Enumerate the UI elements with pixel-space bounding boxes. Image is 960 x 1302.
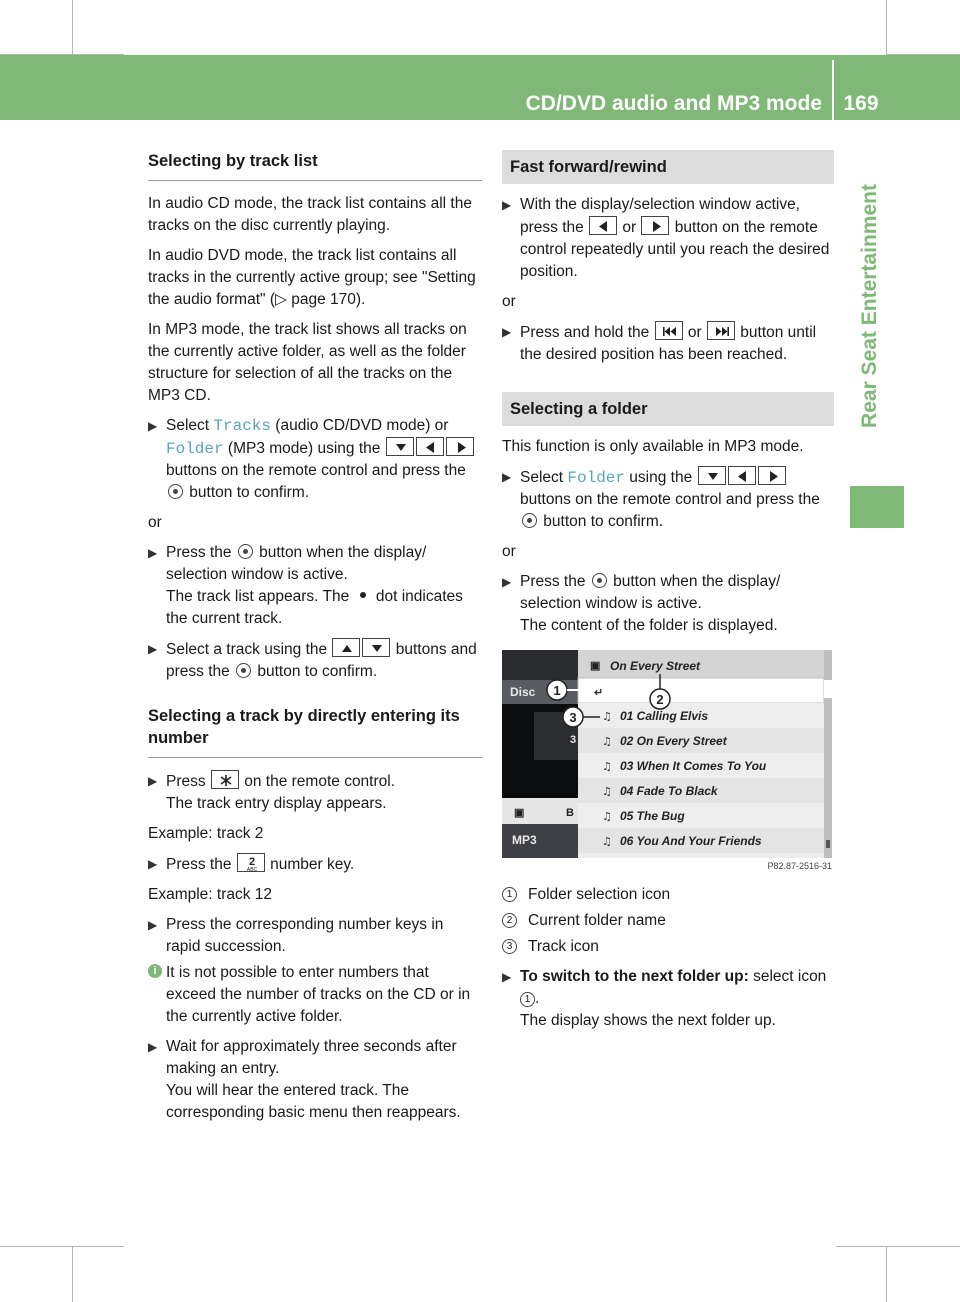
track-icon: ♫: [602, 710, 612, 723]
section-heading: Selecting by track list: [148, 150, 482, 181]
track-icon: ♫: [602, 810, 612, 823]
crop-mark: [886, 1246, 887, 1302]
instruction-step: ▶ Select a track using the buttons and press the button to confirm.: [148, 638, 482, 683]
current-folder-name: On Every Street: [610, 659, 701, 673]
track-title: 03 When It Comes To You: [620, 759, 767, 773]
step-arrow-icon: ▶: [148, 419, 158, 433]
right-key-icon: [758, 466, 786, 485]
svg-text:ABC: ABC: [246, 867, 257, 873]
folder-label: B: [566, 807, 574, 819]
left-key-icon: [728, 466, 756, 485]
paragraph: In MP3 mode, the track list shows all tracks on the currently active folder, as well as the folder structure for selection of all the tracks on the MP3 CD.: [148, 321, 467, 404]
left-column: [148, 150, 482, 1124]
side-chapter-text: Rear Seat Entertainment: [858, 184, 881, 428]
folder-selection-icon: ↵: [594, 687, 604, 699]
right-key-icon: [446, 437, 474, 456]
instruction-step: ▶ Press the 2 ABC number key.: [148, 853, 482, 876]
track-list: [578, 703, 824, 853]
left-key-icon: [416, 437, 444, 456]
step-arrow-icon: ▶: [148, 918, 158, 932]
or-text: or: [502, 543, 516, 560]
right-column: [502, 150, 834, 637]
paragraph: This function is only available in MP3 mode.: [502, 438, 804, 455]
section-heading: Fast forward/rewind: [502, 150, 834, 184]
instruction-step: ▶ To switch to the next folder up: select icon 1 . The display shows the next folder up.: [502, 968, 827, 1029]
header-divider: [832, 60, 834, 120]
paragraph: In audio DVD mode, the track list contains all tracks in the currently active group; see "Setting the audio format" (▷ page 170).: [148, 247, 476, 308]
crop-mark: [836, 1246, 960, 1247]
step-arrow-icon: ▶: [148, 642, 158, 656]
down-key-icon: [362, 638, 390, 657]
instruction-step: ▶ Press the button when the display/ selection window is active. The content of the folder is displayed.: [502, 573, 781, 634]
crop-mark: [72, 0, 73, 54]
asterisk-key-icon: [211, 770, 239, 789]
step-arrow-icon: ▶: [502, 575, 512, 589]
folder-display-screenshot: [502, 650, 832, 858]
ok-button-icon: [522, 513, 537, 528]
instruction-step: ▶ Press the button when the display/ selection window is active. The track list appears. The dot indicates the current track.: [148, 544, 463, 627]
callout-3-label: 3: [569, 710, 577, 725]
step-arrow-icon: ▶: [502, 470, 512, 484]
current-track-dot-icon: [360, 592, 366, 598]
example-text: Example: track 2: [148, 825, 264, 842]
track-icon: ♫: [602, 785, 612, 798]
crop-mark: [0, 1246, 124, 1247]
instruction-step: ▶ Press and hold the or button until the desired position has been reached.: [502, 321, 834, 366]
instruction-step: ▶ Wait for approximately three seconds after making an entry. You will hear the entered track. The corresponding basic menu then reappears.: [148, 1038, 461, 1121]
ok-button-icon: [168, 484, 183, 499]
number-2-key-icon: [237, 853, 265, 872]
paragraph: In audio CD mode, the track list contains all the tracks on the disc currently playing.: [148, 195, 472, 234]
down-key-icon: [698, 466, 726, 485]
track-title: 05 The Bug: [620, 809, 685, 823]
side-chapter-label: [848, 150, 892, 462]
track-title: 06 You And Your Friends: [620, 834, 762, 848]
svg-text:2: 2: [248, 856, 255, 868]
step-arrow-icon: ▶: [148, 857, 158, 871]
section-heading: Selecting a track by directly entering its number: [148, 705, 482, 758]
callout-number-icon: 1: [502, 887, 517, 902]
track-icon: ♫: [602, 760, 612, 773]
group-number-label: 3: [570, 734, 577, 746]
callout-2-label: 2: [656, 692, 664, 707]
callout-number-icon: 1: [520, 992, 535, 1007]
step-arrow-icon: ▶: [502, 198, 512, 212]
crop-mark: [72, 1246, 73, 1302]
legend-block: [502, 880, 834, 1032]
mp3-label: MP3: [512, 833, 537, 847]
or-text: or: [502, 293, 516, 310]
instruction-step: ▶ Select Tracks (audio CD/DVD mode) or Folder (MP3 mode) using the buttons on the remote control and press the button to confirm.: [148, 415, 482, 504]
up-key-icon: [332, 638, 360, 657]
step-arrow-icon: ▶: [148, 1040, 158, 1054]
softkey-tracks: Tracks: [213, 417, 271, 435]
track-title: 04 Fade To Black: [620, 784, 718, 798]
legend-item: 2 Current folder name: [502, 910, 834, 932]
track-title: 02 On Every Street: [620, 734, 727, 748]
softkey-folder: Folder: [567, 469, 625, 487]
instruction-step: ▶ Press the corresponding number keys in rapid succession.: [148, 916, 444, 955]
track-icon: ♫: [602, 735, 612, 748]
folder-title-icon: ▣: [590, 660, 601, 672]
crop-mark: [886, 0, 887, 54]
step-arrow-icon: ▶: [502, 970, 512, 984]
track-title: 01 Calling Elvis: [620, 709, 709, 723]
left-key-icon: [589, 216, 617, 235]
disc-label: Disc: [510, 685, 536, 699]
page-number: 169: [843, 92, 879, 115]
right-key-icon: [641, 216, 669, 235]
track-icon: ♫: [602, 835, 612, 848]
info-icon: i: [148, 964, 162, 978]
legend-item: 1 Folder selection icon: [502, 884, 834, 906]
track-row: [578, 803, 824, 828]
down-key-icon: [386, 437, 414, 456]
softkey-folder: Folder: [166, 440, 224, 458]
folder-up-glyph: ▣: [514, 807, 525, 819]
callout-number-icon: 2: [502, 913, 517, 928]
section-heading: Selecting a folder: [502, 392, 834, 426]
figure-caption: P82.87-2516-31: [767, 861, 832, 871]
instruction-step: ▶ With the display/selection window active, press the or button on the remote control repeatedly until you reach the desired position.: [502, 196, 830, 280]
callout-1-label: 1: [553, 683, 561, 698]
skip-back-key-icon: [655, 321, 683, 340]
page-header-title: CD/DVD audio and MP3 mode: [525, 92, 822, 115]
ok-button-icon: [236, 663, 251, 678]
instruction-step: ▶ Select Folder using the buttons on the remote control and press the button to confirm.: [502, 466, 834, 533]
step-arrow-icon: ▶: [148, 774, 158, 788]
ok-button-icon: [592, 573, 607, 588]
callout-number-icon: 3: [502, 939, 517, 954]
step-arrow-icon: ▶: [502, 325, 512, 339]
example-text: Example: track 12: [148, 886, 273, 903]
step-arrow-icon: ▶: [148, 546, 158, 560]
legend-item: 3 Track icon: [502, 936, 834, 958]
skip-forward-key-icon: [707, 321, 735, 340]
instruction-step: ▶ Press on the remote control. The track entry display appears.: [148, 770, 482, 815]
ok-button-icon: [238, 544, 253, 559]
chapter-tab: [850, 486, 904, 528]
info-note: i It is not possible to enter numbers that exceed the number of tracks on the CD or in the currently active folder.: [148, 962, 482, 1028]
or-text: or: [148, 514, 162, 531]
